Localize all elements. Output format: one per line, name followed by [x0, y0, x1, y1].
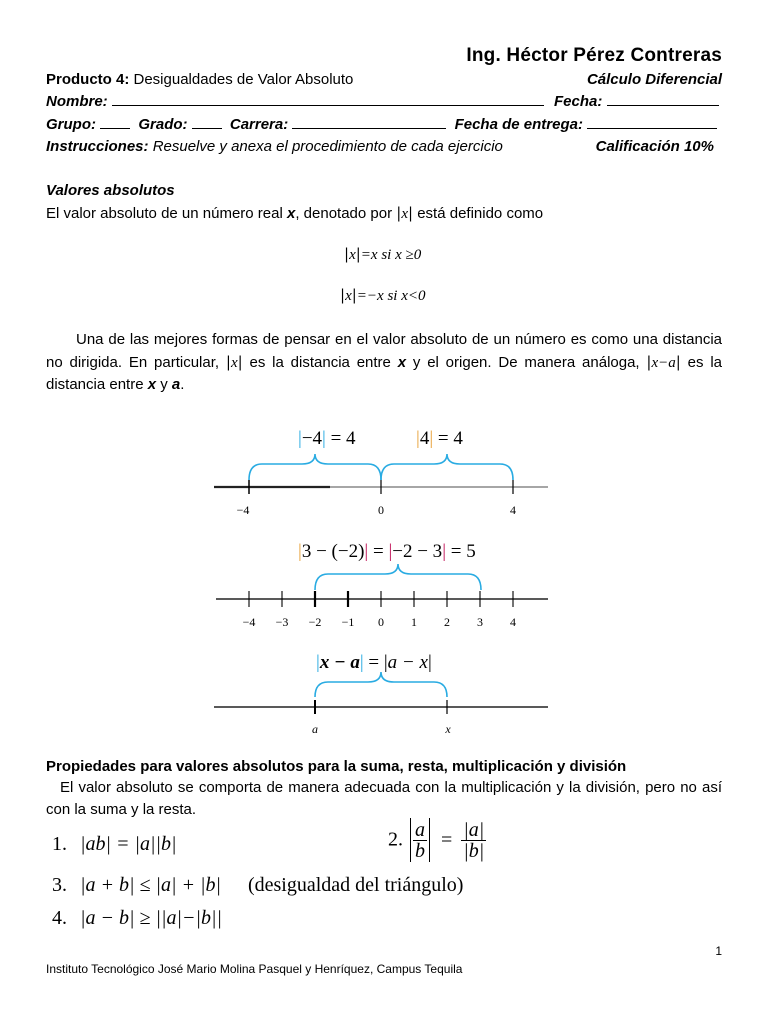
entrega-field[interactable] — [587, 116, 717, 129]
instructions-line — [46, 137, 722, 157]
d2-brace — [315, 564, 481, 590]
d1-right-brace — [381, 454, 513, 480]
intro-text-b: , denotado por — [295, 205, 397, 222]
product-title: Desigualdades de Valor Absoluto — [129, 71, 354, 88]
d2-tick-label: −3 — [275, 615, 289, 629]
d2-tick-label: −2 — [308, 615, 322, 629]
abs-x-inline: |x| — [225, 353, 243, 371]
d1-right-label — [416, 428, 463, 449]
d2-eq: = — [368, 541, 389, 562]
grupo-line — [46, 115, 722, 135]
entrega-label: Fecha de entrega: — [454, 116, 583, 133]
property-3 — [52, 874, 463, 897]
intro-text-a: El valor absoluto de un número real — [46, 205, 287, 222]
instructions-text: Resuelve y anexa el procedimiento de cada ejercicio — [148, 138, 503, 155]
number-line-figure — [0, 410, 768, 740]
d2-bar-3: | — [388, 541, 393, 562]
property-3-expr: |a + b| ≤ |a| + |b| — [80, 874, 221, 896]
property-1 — [52, 833, 176, 856]
d3-brace — [315, 672, 447, 697]
nombre-line — [46, 92, 722, 112]
property-3-number: 3. — [52, 874, 67, 896]
para-var-x: x — [397, 354, 407, 371]
d1-left-bar-close: | — [322, 428, 326, 449]
property-3-note: (desigualdad del triángulo) — [247, 874, 464, 896]
d3-label — [316, 652, 432, 673]
d1-right-eq: = 4 — [433, 428, 463, 449]
product-label: Producto 4: — [46, 71, 130, 88]
d2-tick-label: 0 — [378, 615, 384, 629]
d3-eq: = — [363, 652, 384, 673]
carrera-label: Carrera: — [229, 116, 289, 133]
definition-negative: |x|=−x si x<0 — [340, 286, 426, 304]
nombre-field[interactable] — [112, 93, 544, 106]
d3-expr-left: x − a — [319, 652, 360, 673]
d2-result: = 5 — [446, 541, 476, 562]
d2-expr-right: −2 − 3 — [392, 541, 443, 562]
d1-right-bar-close: | — [429, 428, 434, 449]
d1-left-bar-open: | — [298, 428, 302, 449]
d2-tick-label: −1 — [341, 615, 355, 629]
fecha-label: Fecha: — [554, 93, 603, 110]
para-text-y: y — [156, 376, 172, 393]
intro-var-x: x — [286, 205, 296, 222]
property-4-expr: |a − b| ≥ ||a|−|b|| — [80, 907, 222, 929]
d2-expr-left: 3 − (−2) — [301, 541, 365, 562]
d1-left-label — [298, 428, 356, 449]
d1-right-expr: 4 — [419, 428, 430, 449]
definition-negative-rhs: =−x si x<0 — [356, 288, 426, 304]
definition-positive-rhs: =x si x ≥0 — [360, 247, 422, 263]
grade-weight: Calificación 10% — [595, 138, 714, 155]
property-2-fraction-lhs — [413, 820, 427, 861]
d1-tick-label: 0 — [378, 503, 384, 517]
property-2-bar-right — [429, 818, 430, 862]
properties-paragraph: El valor absoluto se comporta de manera adecuada con la multiplicación y la división, pero no así con la suma y la resta. — [46, 779, 722, 818]
d1-left-brace — [249, 454, 381, 480]
property-2-bar-left — [410, 818, 411, 862]
d3-bar-1: | — [316, 652, 320, 673]
property-2-lhs-num: a — [415, 818, 425, 841]
property-2-lhs-den: b — [415, 839, 425, 862]
property-2-number: 2. — [388, 828, 403, 851]
d3-bar-4: | — [427, 652, 432, 673]
distance-paragraph — [46, 329, 722, 396]
d2-tick-label: 3 — [477, 615, 483, 629]
d2-tick-label: 4 — [510, 615, 516, 629]
para-var-a: a — [171, 376, 181, 393]
course-name: Cálculo Diferencial — [586, 71, 722, 88]
grupo-label: Grupo: — [46, 116, 96, 133]
definition-positive: |x|=x si x ≥0 — [344, 245, 422, 263]
abs-x-minus-a-inline: |x−a| — [646, 353, 681, 371]
institution-footer: Instituto Tecnológico José Mario Molina Pasquel y Henríquez, Campus Tequila — [46, 962, 463, 976]
property-2-fraction-rhs — [461, 820, 486, 861]
grado-label: Grado: — [138, 116, 188, 133]
nombre-label: Nombre: — [46, 93, 108, 110]
diagram-symmetric-distance — [214, 652, 548, 736]
d2-tick-group — [243, 591, 516, 629]
para-text-d: es la distancia entre — [46, 354, 722, 393]
d3-bar-3: | — [383, 652, 388, 673]
property-2-rhs-num: |a| — [463, 818, 485, 841]
para-text-end: . — [180, 376, 185, 393]
d2-bar-4: | — [442, 541, 446, 562]
para-text-c: y el origen. De manera análoga, — [406, 354, 647, 371]
property-2 — [388, 818, 486, 862]
section-title-absolute-values: Valores absolutos — [46, 182, 175, 199]
d2-bar-2: | — [364, 541, 369, 562]
para-text-a: Una de las mejores formas de pensar en el valor absoluto de un número es como una distancia no dirigida. En particular, — [46, 331, 722, 371]
property-1-number: 1. — [52, 833, 67, 855]
d3-expr-right: a − x — [387, 652, 428, 673]
property-2-rhs-den: |b| — [463, 839, 485, 862]
grupo-field[interactable] — [100, 116, 130, 129]
d1-left-eq: = 4 — [325, 428, 356, 449]
product-line — [46, 70, 722, 90]
author-name: Ing. Héctor Pérez Contreras — [466, 45, 722, 66]
intro-text-c: está definido como — [413, 205, 544, 222]
instructions-label: Instrucciones: — [46, 138, 149, 155]
property-4-number: 4. — [52, 907, 67, 929]
carrera-field[interactable] — [292, 116, 446, 129]
property-1-expr: |ab| = |a||b| — [80, 833, 177, 855]
grado-field[interactable] — [192, 116, 222, 129]
para-text-b: es la distancia entre — [242, 354, 398, 371]
d2-label — [298, 541, 476, 562]
property-4 — [52, 907, 222, 930]
section-title-properties: Propiedades para valores absolutos para la suma, resta, multiplicación y división — [46, 758, 627, 775]
d2-tick-label: 2 — [444, 615, 450, 629]
d1-left-expr: −4 — [301, 428, 323, 449]
d2-tick-label: −4 — [242, 615, 256, 629]
definition-intro — [46, 203, 543, 224]
abs-x-symbol: |x| — [396, 204, 414, 222]
page-number: 1 — [715, 944, 722, 958]
d2-bar-1: | — [298, 541, 302, 562]
d2-tick-label: 1 — [411, 615, 417, 629]
d1-tick-label: 4 — [510, 503, 516, 517]
d1-right-bar-open: | — [416, 428, 420, 449]
property-2-eq: = — [441, 828, 453, 851]
diagram-distance-to-origin — [214, 428, 548, 517]
d3-bar-2: | — [359, 652, 364, 673]
d3-tick-label: a — [312, 722, 318, 736]
diagram-distance-between-points — [298, 541, 476, 562]
fecha-field[interactable] — [607, 93, 719, 106]
para-var-x2: x — [147, 376, 157, 393]
d3-tick-label: x — [445, 722, 451, 736]
d1-tick-label: −4 — [236, 503, 250, 517]
